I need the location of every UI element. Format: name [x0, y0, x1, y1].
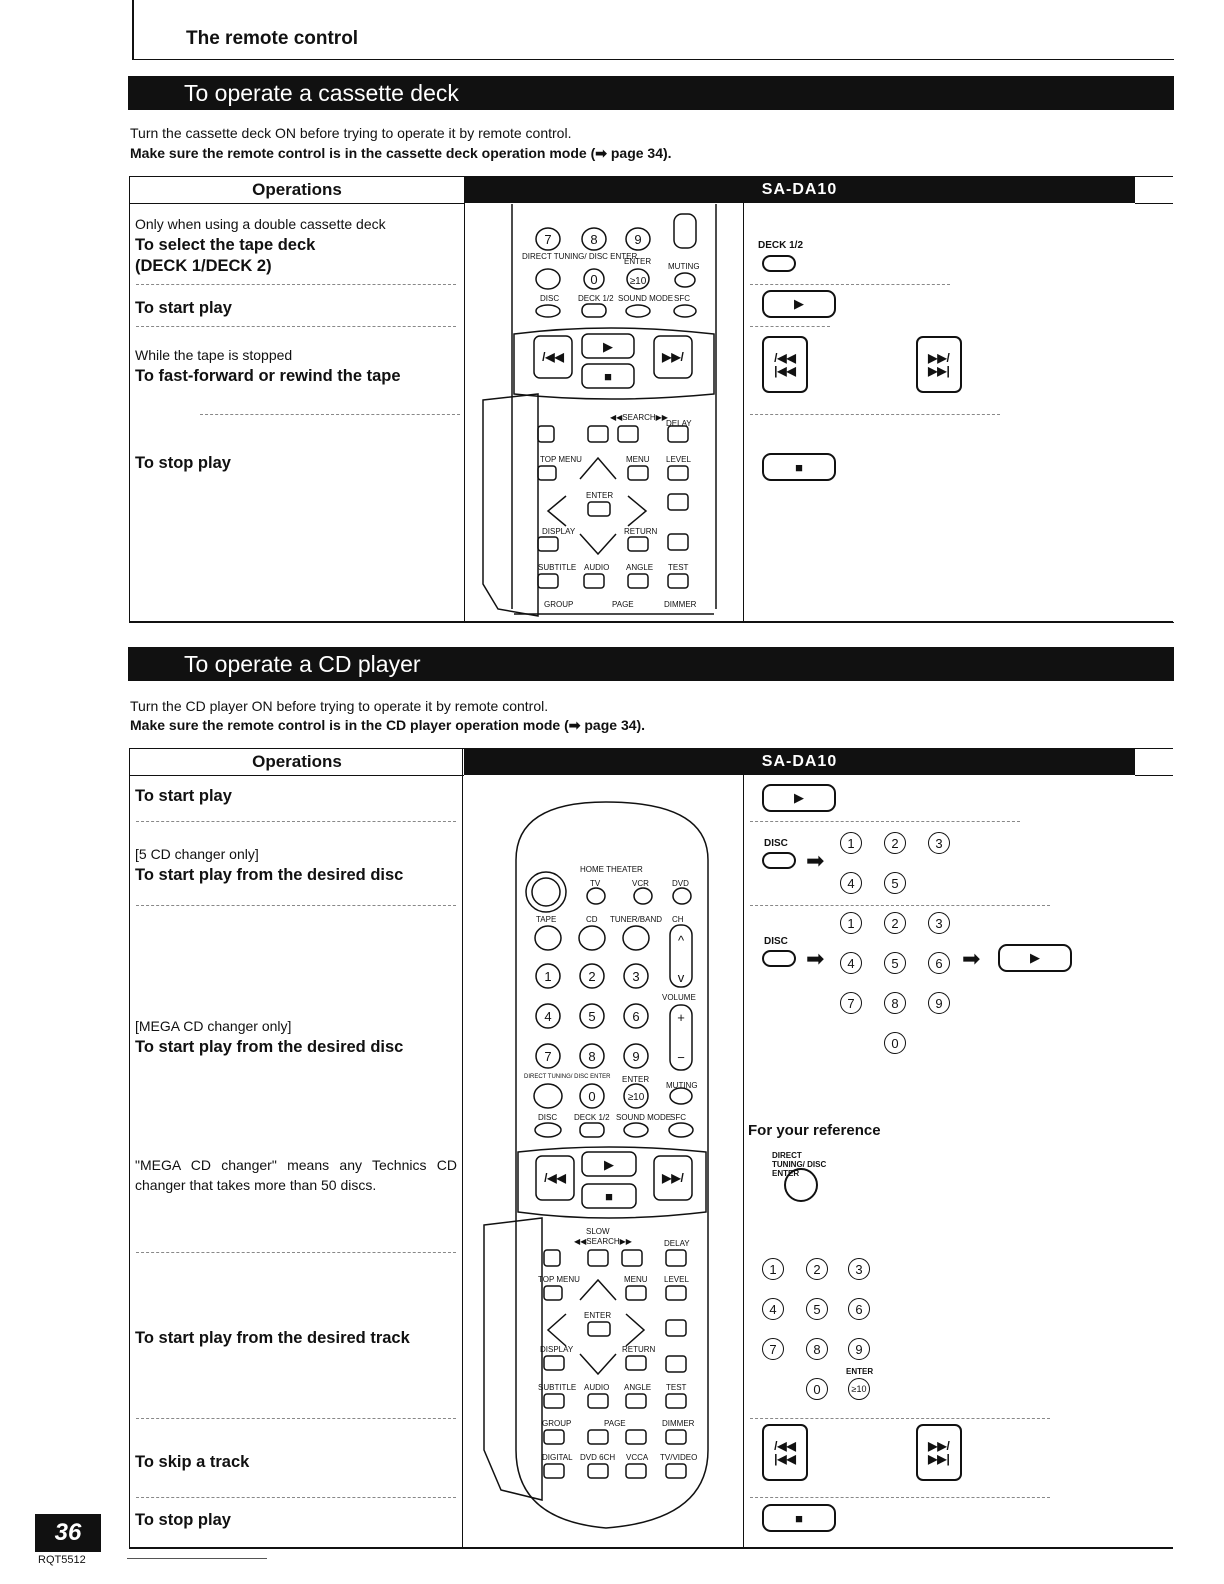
- svg-text:PAGE: PAGE: [612, 600, 634, 609]
- cassette-rewind-button[interactable]: /◀◀ |◀◀: [762, 336, 808, 393]
- svg-text:ENTER: ENTER: [586, 491, 614, 500]
- cd-stop-button[interactable]: ■: [762, 1504, 836, 1532]
- cassette-op-select: Only when using a double cassette deck To select the tape deck (DECK 1/DECK 2): [135, 216, 386, 275]
- num-6-button[interactable]: 6: [848, 1298, 870, 1320]
- cd-mega-note: "MEGA CD changer" means any Technics CD changer that takes more than 50 discs.: [135, 1157, 457, 1193]
- num-5-button[interactable]: 5: [884, 952, 906, 974]
- svg-text:MENU: MENU: [626, 455, 650, 464]
- num-5-button[interactable]: 5: [806, 1298, 828, 1320]
- svg-text:ENTER: ENTER: [624, 257, 652, 266]
- svg-text:VCCA: VCCA: [626, 1453, 649, 1462]
- svg-text:9: 9: [634, 232, 642, 247]
- svg-text:◀◀SEARCH▶▶: ◀◀SEARCH▶▶: [574, 1237, 632, 1246]
- svg-text:+: +: [677, 1010, 685, 1025]
- cd-op-5cd: [5 CD changer only] To start play from the desired disc: [135, 846, 404, 884]
- svg-text:SOUND MODE: SOUND MODE: [616, 1113, 672, 1122]
- cd-op-mega: [MEGA CD changer only] To start play from the desired disc: [135, 1018, 404, 1056]
- cassette-op-stop: To stop play: [135, 454, 231, 472]
- svg-text:3: 3: [632, 969, 640, 984]
- svg-text:^: ^: [677, 933, 685, 948]
- svg-text:AUDIO: AUDIO: [584, 563, 610, 572]
- cd-play-button[interactable]: ▶: [762, 784, 836, 812]
- cassette-op-play: To start play: [135, 299, 232, 317]
- svg-text:SUBTITLE: SUBTITLE: [538, 563, 577, 572]
- cd-op-stop: To stop play: [135, 1511, 231, 1529]
- svg-text:VCR: VCR: [632, 879, 649, 888]
- num-4-button[interactable]: 4: [762, 1298, 784, 1320]
- svg-text:MUTING: MUTING: [666, 1081, 698, 1090]
- svg-text:▶▶/: ▶▶/: [662, 1171, 684, 1185]
- cassette-remote-illustration: [478, 204, 726, 620]
- num-ge10-button[interactable]: ≥10: [848, 1378, 870, 1400]
- cd-col-model: SA-DA10: [464, 748, 1135, 775]
- svg-text:SFC: SFC: [674, 294, 690, 303]
- svg-text:5: 5: [588, 1009, 596, 1024]
- svg-text:DISPLAY: DISPLAY: [542, 527, 576, 536]
- svg-text:DIMMER: DIMMER: [662, 1419, 695, 1428]
- num-5-button[interactable]: 5: [884, 872, 906, 894]
- svg-text:DIRECT TUNING/ DISC ENTER: DIRECT TUNING/ DISC ENTER: [524, 1074, 611, 1080]
- cd-skip-forward-button[interactable]: ▶▶/ ▶▶|: [916, 1424, 962, 1481]
- svg-text:ENTER: ENTER: [622, 1075, 650, 1084]
- svg-text:DIMMER: DIMMER: [664, 600, 697, 609]
- svg-text:≥10: ≥10: [627, 1092, 645, 1103]
- svg-text:HOME THEATER: HOME THEATER: [580, 865, 643, 874]
- svg-text:DIGITAL: DIGITAL: [542, 1453, 573, 1462]
- cd-remote-illustration: [476, 800, 736, 1544]
- svg-text:/◀◀: /◀◀: [542, 350, 564, 364]
- num-1-button[interactable]: 1: [840, 912, 862, 934]
- cd-col-operations: Operations: [252, 752, 342, 771]
- direct-tuning-button[interactable]: [784, 1168, 818, 1202]
- cassette-stop-button[interactable]: ■: [762, 453, 836, 481]
- svg-text:■: ■: [604, 369, 612, 384]
- svg-text:DISC: DISC: [540, 294, 560, 303]
- svg-text:RETURN: RETURN: [622, 1345, 656, 1354]
- num-1-button[interactable]: 1: [840, 832, 862, 854]
- document-code: RQT5512: [38, 1554, 86, 1566]
- num-2-button[interactable]: 2: [884, 832, 906, 854]
- svg-text:DVD 6CH: DVD 6CH: [580, 1453, 616, 1462]
- svg-text:DISC: DISC: [538, 1113, 558, 1122]
- svg-text:9: 9: [632, 1049, 640, 1064]
- num-9-button[interactable]: 9: [928, 992, 950, 1014]
- svg-text:GROUP: GROUP: [542, 1419, 572, 1428]
- cassette-band-title: To operate a cassette deck: [128, 76, 1174, 110]
- svg-text:▶: ▶: [604, 1157, 614, 1172]
- svg-text:8: 8: [588, 1049, 596, 1064]
- num-8-button[interactable]: 8: [806, 1338, 828, 1360]
- svg-text:■: ■: [605, 1189, 613, 1204]
- svg-text:TAPE: TAPE: [536, 915, 557, 924]
- svg-text:RETURN: RETURN: [624, 527, 658, 536]
- svg-text:DVD: DVD: [672, 879, 689, 888]
- cd-play-button-mega[interactable]: ▶: [998, 944, 1072, 972]
- svg-text:DECK 1/2: DECK 1/2: [578, 294, 614, 303]
- svg-text:TUNER/BAND: TUNER/BAND: [610, 915, 663, 924]
- svg-text:TV: TV: [590, 879, 601, 888]
- svg-text:MUTING: MUTING: [668, 262, 700, 271]
- num-8-button[interactable]: 8: [884, 992, 906, 1014]
- svg-text:ENTER: ENTER: [584, 1311, 612, 1320]
- svg-text:SUBTITLE: SUBTITLE: [538, 1383, 577, 1392]
- disc-button-5cd[interactable]: [762, 852, 796, 869]
- svg-text:0: 0: [590, 272, 598, 287]
- num-3-button[interactable]: 3: [928, 832, 950, 854]
- num-2-button[interactable]: 2: [884, 912, 906, 934]
- num-1-button[interactable]: 1: [762, 1258, 784, 1280]
- cassette-intro-1: Turn the cassette deck ON before trying to operate it by remote control.: [130, 125, 572, 141]
- arrow-icon: ➡: [806, 946, 825, 971]
- svg-text:◀◀SEARCH▶▶: ◀◀SEARCH▶▶: [610, 413, 668, 422]
- cassette-play-button[interactable]: ▶: [762, 290, 836, 318]
- cd-op-skip: To skip a track: [135, 1453, 250, 1471]
- svg-text:v: v: [677, 970, 685, 985]
- page-number: 36: [35, 1514, 101, 1552]
- deck-button[interactable]: [762, 255, 796, 272]
- svg-text:ANGLE: ANGLE: [624, 1383, 652, 1392]
- cassette-ff-button[interactable]: ▶▶/ ▶▶|: [916, 336, 962, 393]
- svg-text:4: 4: [544, 1009, 552, 1024]
- svg-text:/◀◀: /◀◀: [544, 1171, 566, 1185]
- svg-text:DELAY: DELAY: [664, 1239, 690, 1248]
- svg-text:TEST: TEST: [666, 1383, 687, 1392]
- num-4-button[interactable]: 4: [840, 952, 862, 974]
- svg-text:−: −: [677, 1050, 685, 1065]
- cd-op-play: To start play: [135, 787, 232, 805]
- page-section-title: The remote control: [186, 28, 359, 49]
- svg-text:TEST: TEST: [668, 563, 689, 572]
- svg-text:6: 6: [632, 1009, 640, 1024]
- num-3-button[interactable]: 3: [928, 912, 950, 934]
- svg-text:DELAY: DELAY: [666, 419, 692, 428]
- svg-text:SFC: SFC: [670, 1113, 686, 1122]
- svg-text:SLOW: SLOW: [586, 1227, 610, 1236]
- svg-text:2: 2: [588, 969, 596, 984]
- svg-text:1: 1: [544, 969, 552, 984]
- cd-skip-back-button[interactable]: /◀◀ |◀◀: [762, 1424, 808, 1481]
- num-0-button[interactable]: 0: [806, 1378, 828, 1400]
- svg-text:DECK 1/2: DECK 1/2: [574, 1113, 610, 1122]
- svg-text:▶▶/: ▶▶/: [662, 350, 684, 364]
- svg-text:7: 7: [544, 232, 552, 247]
- svg-text:▶: ▶: [603, 339, 613, 354]
- header-rule: [132, 0, 134, 60]
- header-divider: [132, 59, 1174, 60]
- svg-text:PAGE: PAGE: [604, 1419, 626, 1428]
- svg-text:TOP MENU: TOP MENU: [540, 455, 582, 464]
- cassette-col-model: SA-DA10: [464, 176, 1135, 203]
- num-7-button[interactable]: 7: [840, 992, 862, 1014]
- svg-text:CD: CD: [586, 915, 598, 924]
- svg-text:CH: CH: [672, 915, 684, 924]
- cd-intro-2: Make sure the remote control is in the CD player operation mode (➡ page 34).: [130, 717, 646, 733]
- cassette-op-ffrew: While the tape is stopped To fast-forward or rewind the tape: [135, 347, 401, 385]
- num-3-button[interactable]: 3: [848, 1258, 870, 1280]
- num-2-button[interactable]: 2: [806, 1258, 828, 1280]
- deck-label: DECK 1/2: [758, 240, 804, 251]
- arrow-icon: ➡: [962, 946, 981, 971]
- svg-text:SOUND MODE: SOUND MODE: [618, 294, 674, 303]
- svg-text:LEVEL: LEVEL: [664, 1275, 689, 1284]
- disc-button-mega[interactable]: [762, 950, 796, 967]
- num-4-button[interactable]: 4: [840, 872, 862, 894]
- svg-text:DIRECT TUNING/ DISC ENTER: DIRECT TUNING/ DISC ENTER: [522, 252, 638, 261]
- svg-text:ANGLE: ANGLE: [626, 563, 654, 572]
- svg-text:0: 0: [588, 1089, 596, 1104]
- num-0-button[interactable]: 0: [884, 1032, 906, 1054]
- svg-text:MENU: MENU: [624, 1275, 648, 1284]
- num-9-button[interactable]: 9: [848, 1338, 870, 1360]
- num-7-button[interactable]: 7: [762, 1338, 784, 1360]
- reference-title: For your reference: [748, 1122, 881, 1139]
- svg-text:TV/VIDEO: TV/VIDEO: [660, 1453, 698, 1462]
- cassette-col-operations: Operations: [252, 180, 342, 199]
- cd-intro-1: Turn the CD player ON before trying to operate it by remote control.: [130, 698, 549, 714]
- svg-text:AUDIO: AUDIO: [584, 1383, 610, 1392]
- cassette-intro-2: Make sure the remote control is in the cassette deck operation mode (➡ page 34).: [130, 145, 672, 161]
- arrow-icon: ➡: [806, 848, 825, 873]
- svg-text:8: 8: [590, 232, 598, 247]
- svg-text:VOLUME: VOLUME: [662, 993, 696, 1002]
- svg-text:7: 7: [544, 1049, 552, 1064]
- svg-text:LEVEL: LEVEL: [666, 455, 691, 464]
- svg-text:≥10: ≥10: [629, 276, 647, 287]
- svg-text:TOP MENU: TOP MENU: [538, 1275, 580, 1284]
- cd-op-track: To start play from the desired track: [135, 1329, 410, 1347]
- cd-band-title: To operate a CD player: [128, 647, 1174, 681]
- svg-text:GROUP: GROUP: [544, 600, 574, 609]
- num-6-button[interactable]: 6: [928, 952, 950, 974]
- svg-text:DISPLAY: DISPLAY: [540, 1345, 574, 1354]
